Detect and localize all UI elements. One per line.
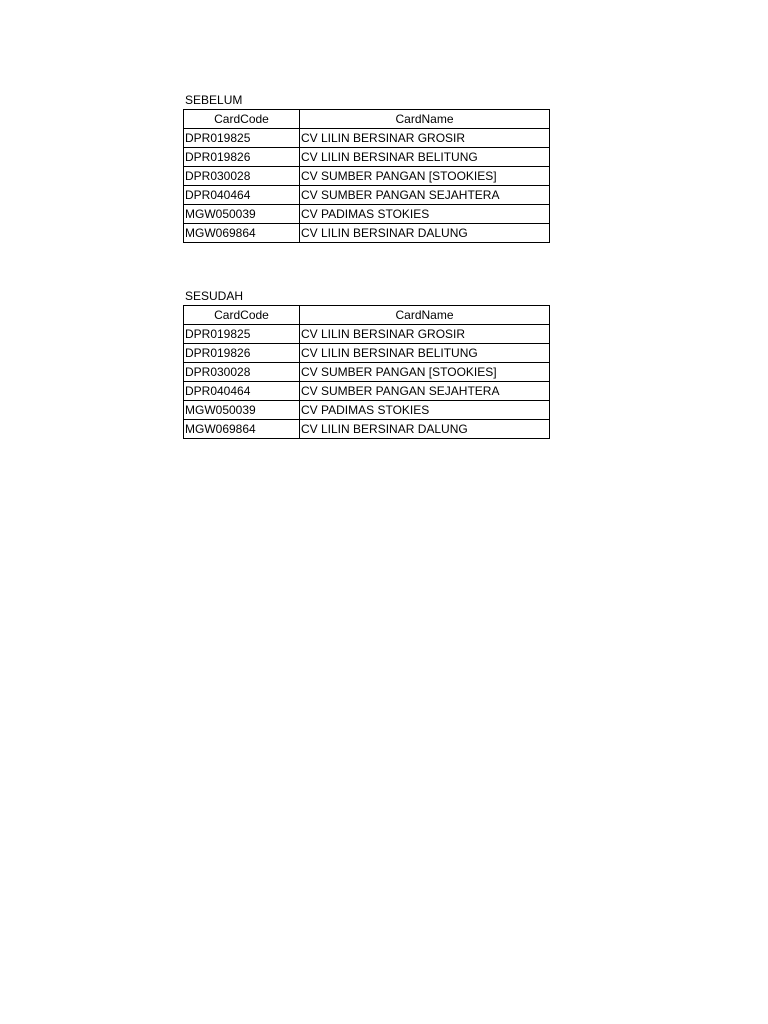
section-sebelum bbox=[183, 92, 550, 243]
cell-cardname: CV PADIMAS STOKIES bbox=[300, 401, 550, 420]
cell-cardcode: MGW069864 bbox=[184, 420, 300, 439]
cell-cardcode: DPR019826 bbox=[184, 344, 300, 363]
cell-cardcode: DPR030028 bbox=[184, 167, 300, 186]
cell-cardname: CV LILIN BERSINAR DALUNG bbox=[300, 224, 550, 243]
table-row bbox=[184, 401, 550, 420]
column-header-cardcode: CardCode bbox=[184, 306, 300, 325]
table-row bbox=[184, 224, 550, 243]
table-row bbox=[184, 420, 550, 439]
table-row bbox=[184, 148, 550, 167]
column-header-cardname: CardName bbox=[300, 306, 550, 325]
header-row bbox=[184, 306, 550, 325]
table-row bbox=[184, 325, 550, 344]
cell-cardcode: DPR019826 bbox=[184, 148, 300, 167]
cell-cardcode: DPR019825 bbox=[184, 129, 300, 148]
table-row bbox=[184, 205, 550, 224]
cell-cardcode: DPR040464 bbox=[184, 382, 300, 401]
cell-cardname: CV SUMBER PANGAN [STOOKIES] bbox=[300, 167, 550, 186]
cell-cardcode: DPR019825 bbox=[184, 325, 300, 344]
cell-cardname: CV PADIMAS STOKIES bbox=[300, 205, 550, 224]
cell-cardname: CV LILIN BERSINAR BELITUNG bbox=[300, 344, 550, 363]
table-row bbox=[184, 363, 550, 382]
column-header-cardname: CardName bbox=[300, 110, 550, 129]
cell-cardcode: DPR040464 bbox=[184, 186, 300, 205]
cell-cardcode: DPR030028 bbox=[184, 363, 300, 382]
cell-cardname: CV LILIN BERSINAR GROSIR bbox=[300, 129, 550, 148]
header-row bbox=[184, 110, 550, 129]
cell-cardcode: MGW069864 bbox=[184, 224, 300, 243]
column-header-cardcode: CardCode bbox=[184, 110, 300, 129]
section-caption: SEBELUM bbox=[185, 93, 243, 107]
cell-cardcode: MGW050039 bbox=[184, 401, 300, 420]
section-caption: SESUDAH bbox=[185, 289, 244, 303]
table-row bbox=[184, 186, 550, 205]
cards-table bbox=[183, 109, 550, 243]
cell-cardcode: MGW050039 bbox=[184, 205, 300, 224]
table-row bbox=[184, 382, 550, 401]
cell-cardname: CV SUMBER PANGAN [STOOKIES] bbox=[300, 363, 550, 382]
cards-table bbox=[183, 305, 550, 439]
section-sesudah bbox=[183, 288, 550, 439]
cell-cardname: CV SUMBER PANGAN SEJAHTERA bbox=[300, 382, 550, 401]
table-row bbox=[184, 167, 550, 186]
cell-cardname: CV LILIN BERSINAR BELITUNG bbox=[300, 148, 550, 167]
cell-cardname: CV LILIN BERSINAR DALUNG bbox=[300, 420, 550, 439]
cell-cardname: CV LILIN BERSINAR GROSIR bbox=[300, 325, 550, 344]
table-row bbox=[184, 344, 550, 363]
table-row bbox=[184, 129, 550, 148]
cell-cardname: CV SUMBER PANGAN SEJAHTERA bbox=[300, 186, 550, 205]
